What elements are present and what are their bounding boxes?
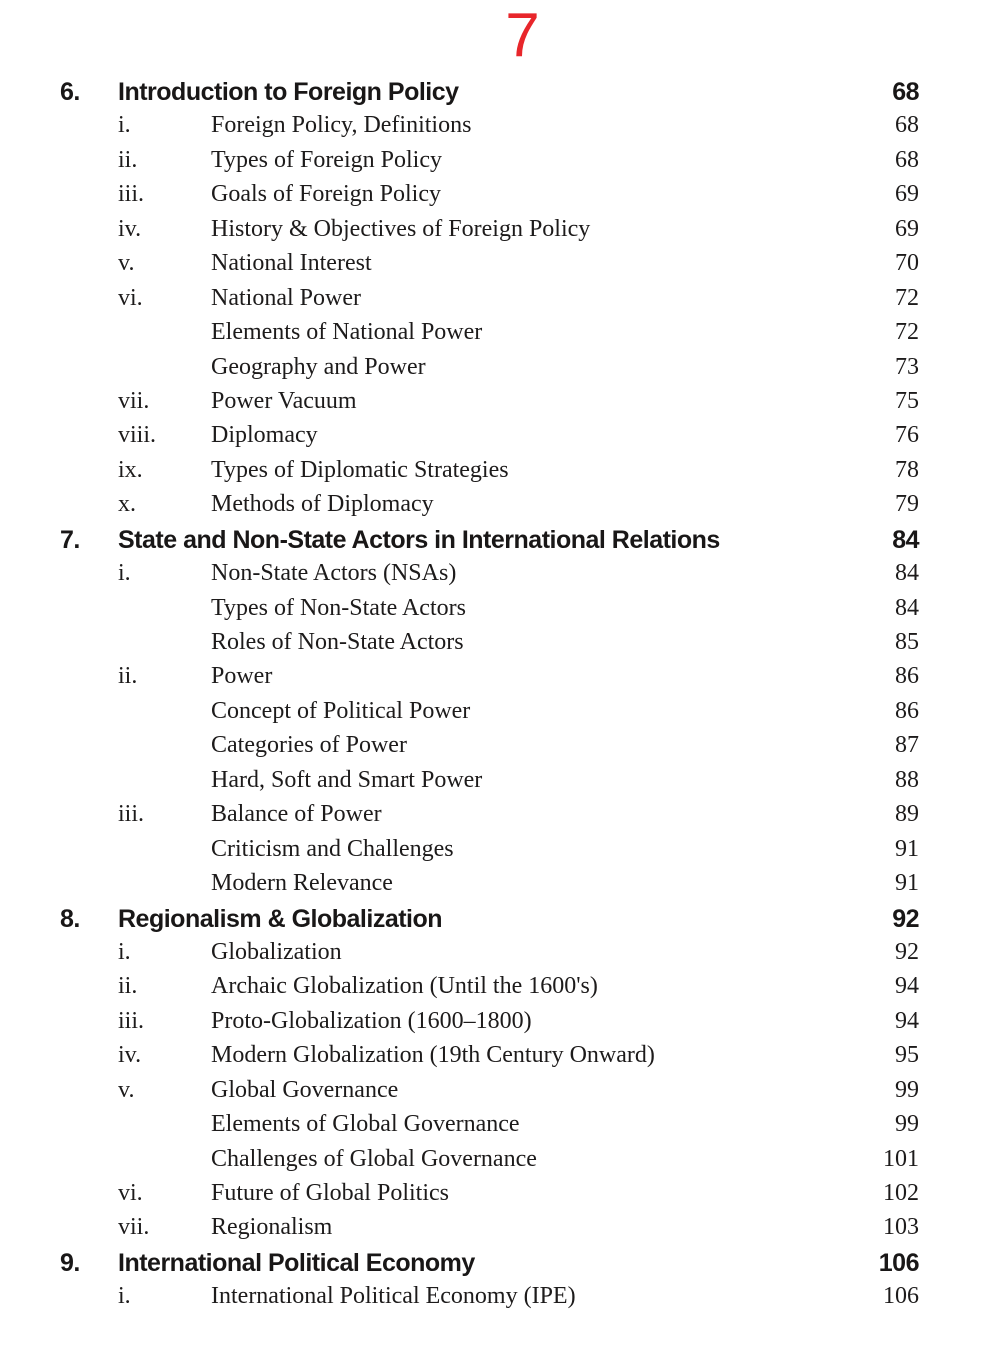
- item-page-number: 101: [883, 1145, 919, 1172]
- item-numeral: vi.: [118, 284, 143, 311]
- toc-item-row: [60, 595, 919, 629]
- page-number: 7: [505, 1, 540, 70]
- item-numeral: v.: [118, 250, 135, 277]
- item-title: Modern Relevance: [211, 870, 393, 897]
- item-title: Power Vacuum: [211, 387, 357, 414]
- toc-item-row: [60, 181, 919, 215]
- item-numeral: iv.: [118, 1042, 142, 1069]
- chapter-page-number: 92: [892, 904, 919, 933]
- toc-item-row: [60, 1008, 919, 1042]
- item-title: Elements of National Power: [211, 319, 483, 346]
- item-title: Global Governance: [211, 1076, 399, 1103]
- item-page-number: 72: [895, 284, 919, 311]
- item-numeral: i.: [118, 1283, 131, 1310]
- item-title: Methods of Diplomacy: [211, 491, 434, 518]
- item-title: Criticism and Challenges: [211, 835, 454, 862]
- item-title: Categories of Power: [211, 732, 407, 759]
- chapter-number: 9.: [60, 1248, 80, 1277]
- item-title: Challenges of Global Governance: [211, 1145, 537, 1172]
- item-page-number: 106: [883, 1283, 919, 1310]
- item-page-number: 86: [895, 663, 919, 690]
- item-page-number: 86: [895, 697, 919, 724]
- toc-item-row: [60, 1077, 919, 1111]
- toc-item-row: [60, 112, 919, 146]
- toc-item-row: [60, 388, 919, 422]
- item-numeral: ii.: [118, 663, 138, 690]
- item-page-number: 79: [895, 491, 919, 518]
- item-title: Proto-Globalization (1600–1800): [211, 1007, 532, 1034]
- toc-item-row: [60, 629, 919, 663]
- item-title: Geography and Power: [211, 353, 426, 380]
- toc-item-row: [60, 973, 919, 1007]
- item-title: Hard, Soft and Smart Power: [211, 766, 483, 793]
- toc-item-row: [60, 422, 919, 456]
- toc-item-row: [60, 1146, 919, 1180]
- item-numeral: i.: [118, 560, 131, 587]
- item-numeral: ii.: [118, 973, 138, 1000]
- item-page-number: 68: [895, 112, 919, 139]
- toc-item-row: [60, 560, 919, 594]
- chapter-number: 7.: [60, 525, 80, 554]
- item-page-number: 88: [895, 766, 919, 793]
- toc-item-row: [60, 457, 919, 491]
- item-title: Types of Non-State Actors: [211, 594, 466, 621]
- item-page-number: 94: [895, 1007, 919, 1034]
- item-title: Modern Globalization (19th Century Onward): [211, 1042, 655, 1069]
- item-numeral: vii.: [118, 387, 150, 414]
- item-page-number: 95: [895, 1042, 919, 1069]
- item-numeral: v.: [118, 1076, 135, 1103]
- item-numeral: i.: [118, 938, 131, 965]
- item-page-number: 69: [895, 215, 919, 242]
- item-title: National Power: [211, 284, 361, 311]
- item-page-number: 91: [895, 870, 919, 897]
- toc-item-row: [60, 663, 919, 697]
- item-title: History & Objectives of Foreign Policy: [211, 215, 591, 242]
- toc-item-row: [60, 250, 919, 284]
- item-page-number: 92: [895, 938, 919, 965]
- item-page-number: 76: [895, 422, 919, 449]
- toc-list: [0, 78, 993, 1318]
- toc-chapter-row: [60, 78, 919, 112]
- item-numeral: viii.: [118, 422, 157, 449]
- chapter-number: 6.: [60, 78, 80, 106]
- toc-item-row: [60, 1283, 919, 1317]
- item-title: Balance of Power: [211, 801, 382, 828]
- item-numeral: vii.: [118, 1214, 150, 1241]
- toc-chapter-row: [60, 1249, 919, 1283]
- item-page-number: 94: [895, 973, 919, 1000]
- item-title: Roles of Non-State Actors: [211, 629, 464, 655]
- item-title: Regionalism: [211, 1214, 333, 1241]
- item-numeral: ix.: [118, 456, 143, 483]
- toc-item-row: [60, 939, 919, 973]
- toc-item-row: [60, 216, 919, 250]
- item-page-number: 68: [895, 146, 919, 173]
- item-title: National Interest: [211, 250, 372, 277]
- item-title: Goals of Foreign Policy: [211, 181, 441, 208]
- item-numeral: iii.: [118, 1007, 145, 1034]
- chapter-page-number: 68: [892, 78, 919, 106]
- item-numeral: iv.: [118, 215, 142, 242]
- toc-item-row: [60, 1111, 919, 1145]
- item-page-number: 69: [895, 181, 919, 208]
- item-page-number: 91: [895, 835, 919, 862]
- toc-item-row: [60, 732, 919, 766]
- item-page-number: 103: [883, 1214, 919, 1241]
- chapter-number: 8.: [60, 904, 80, 933]
- toc-item-row: [60, 836, 919, 870]
- item-page-number: 87: [895, 732, 919, 759]
- chapter-title: Introduction to Foreign Policy: [118, 78, 459, 106]
- item-numeral: iii.: [118, 801, 145, 828]
- item-page-number: 84: [895, 594, 919, 621]
- item-page-number: 73: [895, 353, 919, 380]
- item-page-number: 75: [895, 387, 919, 414]
- item-page-number: 85: [895, 629, 919, 655]
- toc-item-row: [60, 1214, 919, 1248]
- item-title: Types of Foreign Policy: [211, 146, 442, 173]
- item-numeral: i.: [118, 112, 131, 139]
- toc-item-row: [60, 870, 919, 904]
- toc-item-row: [60, 354, 919, 388]
- item-title: Future of Global Politics: [211, 1180, 449, 1206]
- toc-item-row: [60, 1042, 919, 1076]
- item-page-number: 72: [895, 319, 919, 346]
- item-numeral: x.: [118, 491, 136, 518]
- item-numeral: ii.: [118, 146, 138, 173]
- item-title: Concept of Political Power: [211, 697, 471, 724]
- item-title: Foreign Policy, Definitions: [211, 112, 472, 139]
- item-title: Archaic Globalization (Until the 1600's): [211, 973, 598, 1000]
- toc-item-row: [60, 491, 919, 525]
- toc-chapter-row: [60, 526, 919, 560]
- item-page-number: 70: [895, 250, 919, 277]
- item-numeral: iii.: [118, 181, 145, 208]
- chapter-title: Regionalism & Globalization: [118, 904, 443, 933]
- toc-item-row: [60, 1180, 919, 1214]
- chapter-page-number: 84: [892, 525, 919, 554]
- chapter-title: International Political Economy: [118, 1248, 475, 1277]
- chapter-title: State and Non-State Actors in International Relations: [118, 525, 720, 554]
- toc-item-row: [60, 767, 919, 801]
- toc-item-row: [60, 147, 919, 181]
- item-numeral: vi.: [118, 1180, 143, 1206]
- item-title: International Political Economy (IPE): [211, 1283, 576, 1310]
- item-page-number: 89: [895, 801, 919, 828]
- item-page-number: 78: [895, 456, 919, 483]
- item-title: Non-State Actors (NSAs): [211, 560, 457, 587]
- toc-item-row: [60, 319, 919, 353]
- item-title: Elements of Global Governance: [211, 1111, 520, 1138]
- item-title: Diplomacy: [211, 422, 318, 449]
- toc-chapter-row: [60, 905, 919, 939]
- item-page-number: 102: [883, 1180, 919, 1206]
- item-page-number: 99: [895, 1111, 919, 1138]
- toc-item-row: [60, 285, 919, 319]
- item-title: Types of Diplomatic Strategies: [211, 456, 509, 483]
- item-title: Globalization: [211, 938, 342, 965]
- item-title: Power: [211, 663, 273, 690]
- item-page-number: 99: [895, 1076, 919, 1103]
- item-page-number: 84: [895, 560, 919, 587]
- toc-item-row: [60, 801, 919, 835]
- toc-item-row: [60, 698, 919, 732]
- chapter-page-number: 106: [878, 1248, 919, 1277]
